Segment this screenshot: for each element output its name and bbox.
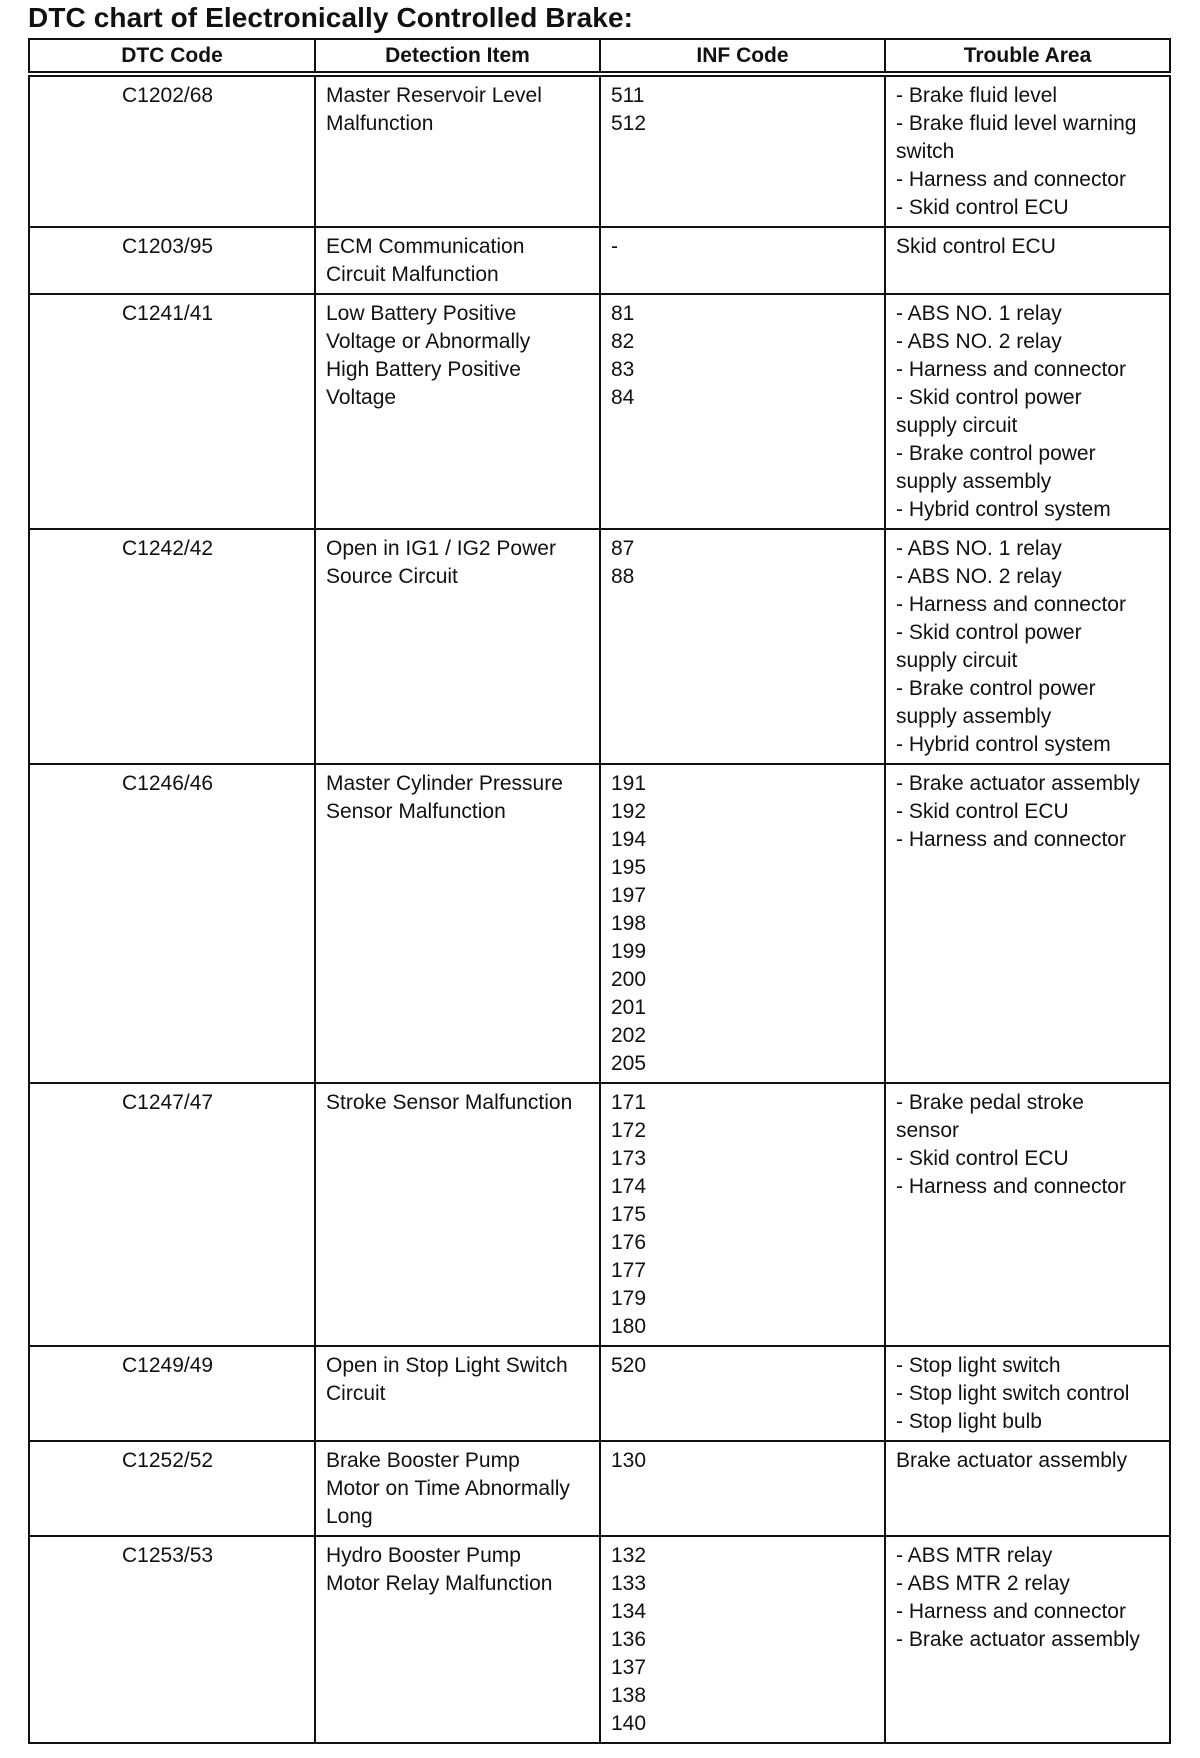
table-row [29,1536,1170,1743]
table-row [29,1441,1170,1536]
trouble-area-line: - Harness and connector [896,1175,1126,1198]
inf-code-line: 201 [611,996,647,1019]
header-dtc-code: DTC Code [29,39,315,74]
trouble-area-line: - Brake control power [896,442,1096,465]
trouble-area-line: - Stop light switch control [896,1382,1130,1405]
table-row [29,529,1170,764]
trouble-area-line: supply circuit [896,649,1018,672]
trouble-area-line: - Stop light bulb [896,1410,1042,1433]
detection-item-cell [315,529,600,764]
inf-code-line: 198 [611,912,647,935]
trouble-area-cell [885,1536,1170,1743]
trouble-area-cell [885,74,1170,227]
detection-item-line: Brake Booster Pump [326,1449,520,1472]
inf-code-line: 180 [611,1315,647,1338]
detection-item-line: Master Reservoir Level [326,84,542,107]
inf-code-cell [600,764,885,1083]
table-row [29,1083,1170,1346]
detection-item-line: Sensor Malfunction [326,800,506,823]
table-header-row [29,39,1170,74]
trouble-area-line: - Brake control power [896,677,1096,700]
detection-item-line: Malfunction [326,112,434,135]
detection-item-line: Voltage [326,386,397,409]
detection-item-line: Open in IG1 / IG2 Power [326,537,556,560]
dtc-code-cell: C1246/46 [29,764,315,1083]
inf-code-line: 83 [611,358,635,381]
trouble-area-line: - Brake pedal stroke [896,1091,1084,1114]
trouble-area-line: - Skid control ECU [896,196,1069,219]
inf-code-line: 195 [611,856,647,879]
trouble-area-line: - Harness and connector [896,593,1126,616]
trouble-area-line: - ABS MTR 2 relay [896,1572,1070,1595]
inf-code-cell [600,1536,885,1743]
inf-code-cell [600,227,885,294]
detection-item-line: Circuit Malfunction [326,263,499,286]
dtc-code-cell: C1242/42 [29,529,315,764]
inf-code-line: 177 [611,1259,647,1282]
detection-item-line: Long [326,1505,373,1528]
trouble-area-line: - Harness and connector [896,828,1126,851]
trouble-area-line: Skid control ECU [896,235,1056,258]
inf-code-line: 82 [611,330,635,353]
detection-item-line: Low Battery Positive [326,302,517,325]
page-title: DTC chart of Electronically Controlled Brake: [28,2,634,33]
trouble-area-line: - Harness and connector [896,358,1126,381]
detection-item-line: Motor Relay Malfunction [326,1572,553,1595]
dtc-code-cell: C1241/41 [29,294,315,529]
inf-code-line: 171 [611,1091,647,1114]
inf-code-line: 88 [611,565,635,588]
dtc-code-cell: C1249/49 [29,1346,315,1441]
trouble-area-line: supply circuit [896,414,1018,437]
inf-code-line: 179 [611,1287,647,1310]
trouble-area-cell [885,1346,1170,1441]
trouble-area-line: - ABS NO. 2 relay [896,330,1062,353]
table-row [29,294,1170,529]
detection-item-cell [315,74,600,227]
trouble-area-cell [885,294,1170,529]
trouble-area-line: - Stop light switch [896,1354,1061,1377]
trouble-area-line: - Skid control power [896,621,1082,644]
detection-item-line: Circuit [326,1382,386,1405]
trouble-area-line: supply assembly [896,705,1052,728]
inf-code-line: 197 [611,884,647,907]
table-row [29,227,1170,294]
header-detection-item: Detection Item [315,39,600,74]
inf-code-line: 174 [611,1175,647,1198]
trouble-area-line: - Harness and connector [896,1600,1126,1623]
trouble-area-line: - ABS NO. 2 relay [896,565,1062,588]
inf-code-line: 137 [611,1656,647,1679]
dtc-table [28,38,1171,1744]
inf-code-line: 176 [611,1231,647,1254]
detection-item-cell [315,1083,600,1346]
inf-code-line: 205 [611,1052,647,1075]
detection-item-line: High Battery Positive [326,358,521,381]
inf-code-line: 199 [611,940,647,963]
inf-code-line: 81 [611,302,635,325]
inf-code-line: 133 [611,1572,647,1595]
inf-code-line: 191 [611,772,647,795]
inf-code-line: 173 [611,1147,647,1170]
detection-item-line: Stroke Sensor Malfunction [326,1091,573,1114]
trouble-area-cell [885,1441,1170,1536]
table-body [29,74,1170,1743]
inf-code-line: 511 [611,84,645,107]
detection-item-line: Open in Stop Light Switch [326,1354,568,1377]
detection-item-cell [315,294,600,529]
dtc-code-cell: C1247/47 [29,1083,315,1346]
dtc-code-cell: C1252/52 [29,1441,315,1536]
detection-item-line: Hydro Booster Pump [326,1544,521,1567]
inf-code-line: 134 [611,1600,647,1623]
detection-item-line: Master Cylinder Pressure [326,772,563,795]
inf-code-cell [600,1441,885,1536]
inf-code-line: 132 [611,1544,647,1567]
trouble-area-cell [885,1083,1170,1346]
trouble-area-line: - Skid control power [896,386,1082,409]
trouble-area-cell [885,764,1170,1083]
trouble-area-line: - Brake fluid level warning [896,112,1137,135]
trouble-area-line: - ABS NO. 1 relay [896,302,1062,325]
dtc-code-cell: C1253/53 [29,1536,315,1743]
trouble-area-line: - Skid control ECU [896,800,1069,823]
detection-item-line: Motor on Time Abnormally [326,1477,570,1500]
inf-code-cell [600,1346,885,1441]
detection-item-line: ECM Communication [326,235,525,258]
trouble-area-line: - Brake actuator assembly [896,772,1140,795]
inf-code-line: 130 [611,1449,647,1472]
inf-code-line: 200 [611,968,647,991]
trouble-area-cell [885,529,1170,764]
inf-code-line: 520 [611,1354,647,1377]
trouble-area-line: - Brake fluid level [896,84,1058,107]
header-trouble-area: Trouble Area [885,39,1170,74]
detection-item-line: Source Circuit [326,565,458,588]
trouble-area-line: Brake actuator assembly [896,1449,1128,1472]
detection-item-cell [315,1346,600,1441]
trouble-area-line: - Harness and connector [896,168,1126,191]
table-row [29,1346,1170,1441]
inf-code-line: 138 [611,1684,647,1707]
table-row [29,74,1170,227]
trouble-area-line: - ABS NO. 1 relay [896,537,1062,560]
inf-code-cell [600,1083,885,1346]
trouble-area-line: supply assembly [896,470,1052,493]
inf-code-cell [600,294,885,529]
trouble-area-line: - Brake actuator assembly [896,1628,1140,1651]
detection-item-cell [315,227,600,294]
inf-code-line: 175 [611,1203,647,1226]
trouble-area-cell [885,227,1170,294]
detection-item-cell [315,1536,600,1743]
inf-code-line: 84 [611,386,635,409]
detection-item-line: Voltage or Abnormally [326,330,531,353]
inf-code-line: 136 [611,1628,647,1651]
trouble-area-line: - Skid control ECU [896,1147,1069,1170]
inf-code-line: 194 [611,828,647,851]
trouble-area-line: switch [896,140,955,163]
inf-code-line: 202 [611,1024,647,1047]
dtc-code-cell: C1203/95 [29,227,315,294]
dtc-code-cell: C1202/68 [29,74,315,227]
table-row [29,764,1170,1083]
inf-code-line: 172 [611,1119,647,1142]
inf-code-line: 512 [611,112,647,135]
detection-item-cell [315,764,600,1083]
detection-item-cell [315,1441,600,1536]
trouble-area-line: - Hybrid control system [896,498,1111,521]
trouble-area-line: - Hybrid control system [896,733,1111,756]
header-inf-code: INF Code [600,39,885,74]
inf-code-line: 192 [611,800,647,823]
inf-code-line: - [611,235,618,258]
trouble-area-line: sensor [896,1119,960,1142]
inf-code-cell [600,74,885,227]
inf-code-cell [600,529,885,764]
trouble-area-line: - ABS MTR relay [896,1544,1053,1567]
inf-code-line: 87 [611,537,635,560]
inf-code-line: 140 [611,1712,647,1735]
